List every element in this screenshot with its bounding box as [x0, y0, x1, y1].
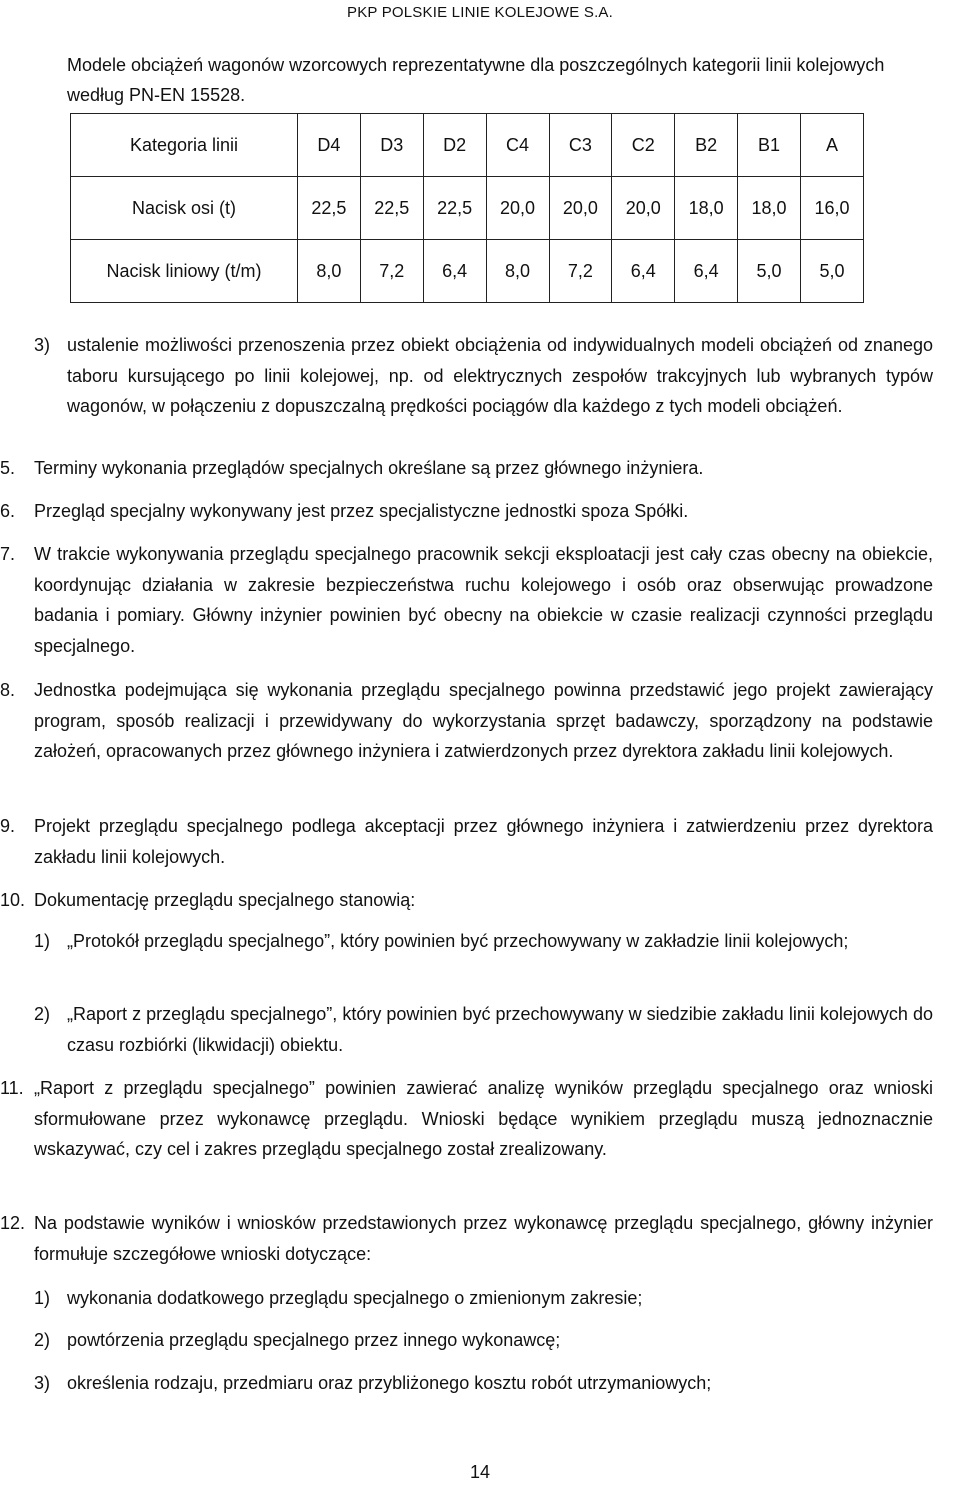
paragraph-5: [0, 453, 933, 484]
table-cell: 22,5: [423, 177, 486, 240]
paragraph-text: Na podstawie wyników i wniosków przedstawionych przez wykonawcę przeglądu specjalnego, główny inżynier formułuje szczegółowe wnioski dotyczące:: [34, 1213, 933, 1264]
paragraph-10-item-2: [34, 999, 933, 1060]
paragraph-text: W trakcie wykonywania przeglądu specjalnego pracownik sekcji eksploatacji jest cały czas obecny na obiekcie, koordynując działania w zakresie bezpieczeństwa ruchu kolejowego i osób oraz obserwując prowadzone badania i pomiary. Główny inżynier powinien być obecny na obiekcie w czasie realizacji czynności przeglądu specjalnego.: [34, 544, 933, 656]
table-cell: D4: [298, 114, 361, 177]
table-cell: 20,0: [612, 177, 675, 240]
item-number: 3): [34, 1373, 51, 1393]
paragraph-number: 5.: [0, 458, 16, 478]
paragraph-10-item-1: [34, 926, 933, 957]
table-cell: B2: [675, 114, 738, 177]
table-cell: C3: [549, 114, 612, 177]
table-row: [71, 177, 864, 240]
table-cell: 6,4: [423, 240, 486, 303]
paragraph-number: 6.: [0, 501, 16, 521]
paragraph-text: „Raport z przeglądu specjalnego” powinien zawierać analizę wyników przeglądu specjalnego oraz wnioski sformułowane przez wykonawcę przeglądu. Wnioski będące wynikiem przeglądu muszą jednoznacznie wskazywać, czy cel i zakres przeglądu specjalnego został zrealizowany.: [34, 1078, 933, 1159]
table-cell: C2: [612, 114, 675, 177]
row-label: Nacisk osi (t): [71, 177, 298, 240]
table-cell: 7,2: [360, 240, 423, 303]
table-cell: 16,0: [801, 177, 864, 240]
page-number: 14: [469, 1462, 491, 1482]
table-cell: 7,2: [549, 240, 612, 303]
intro-paragraph: Modele obciążeń wagonów wzorcowych reprezentatywne dla poszczególnych kategorii linii kolejowych według PN-EN 15528.: [67, 55, 885, 105]
paragraph-12-item-3: [34, 1368, 933, 1399]
item-text: „Protokół przeglądu specjalnego”, który powinien być przechowywany w zakładzie linii kolejowych;: [67, 931, 849, 951]
item-number: 1): [34, 931, 51, 951]
paragraph-12-item-2: [34, 1325, 933, 1356]
item-text: wykonania dodatkowego przeglądu specjalnego o zmienionym zakresie;: [67, 1288, 643, 1308]
paragraph-10: [0, 885, 933, 916]
paragraph-number: 9.: [0, 816, 16, 836]
table-cell: B1: [738, 114, 801, 177]
table-cell: 5,0: [738, 240, 801, 303]
paragraph-8: [0, 675, 933, 767]
paragraph-number: 7.: [0, 544, 16, 564]
table-cell: 6,4: [675, 240, 738, 303]
paragraph-9: [0, 811, 933, 872]
item-number: 3): [34, 335, 51, 355]
paragraph-number: 11.: [0, 1078, 24, 1098]
paragraph-text: Przegląd specjalny wykonywany jest przez specjalistyczne jednostki spoza Spółki.: [34, 501, 689, 521]
paragraph-12: [0, 1208, 933, 1269]
table-cell: 20,0: [549, 177, 612, 240]
paragraph-number: 8.: [0, 680, 16, 700]
table-cell: C4: [486, 114, 549, 177]
item-number: 2): [34, 1330, 51, 1350]
table-cell: 18,0: [738, 177, 801, 240]
table-row: [71, 114, 864, 177]
item-text: określenia rodzaju, przedmiaru oraz przybliżonego kosztu robót utrzymaniowych;: [67, 1373, 712, 1393]
table-cell: D3: [360, 114, 423, 177]
paragraph-12-item-1: [34, 1283, 933, 1314]
item-text: ustalenie możliwości przenoszenia przez obiekt obciążenia od indywidualnych modeli obciążeń od znanego taboru kursującego po linii kolejowej, np. od elektrycznych zespołów trakcyjnych lub wybranych typów wagonów, w połączeniu z dopuszczalną prędkości pociągów dla każdego z tych modeli obciążeń.: [67, 335, 933, 416]
page-header: PKP POLSKIE LINIE KOLEJOWE S.A.: [346, 4, 614, 21]
row-label: Kategoria linii: [71, 114, 298, 177]
table-cell: 22,5: [360, 177, 423, 240]
row-label: Nacisk liniowy (t/m): [71, 240, 298, 303]
table-cell: 18,0: [675, 177, 738, 240]
table-cell: D2: [423, 114, 486, 177]
paragraph-text: Jednostka podejmująca się wykonania przeglądu specjalnego powinna przedstawić jego projekt zawierający program, sposób realizacji i przewidywany do wykorzystania sprzęt badawczy, sporządzony na podstawie założeń, opracowanych przez głównego inżyniera i zatwierdzonych przez dyrektora zakładu linii kolejowych.: [34, 680, 933, 761]
paragraph-number: 12.: [0, 1213, 26, 1233]
table-cell: 5,0: [801, 240, 864, 303]
table-cell: 8,0: [486, 240, 549, 303]
paragraph-text: Dokumentację przeglądu specjalnego stanowią:: [34, 890, 416, 910]
item-text: „Raport z przeglądu specjalnego”, który powinien być przechowywany w siedzibie zakładu linii kolejowych do czasu rozbiórki (likwidacji) obiektu.: [67, 1004, 933, 1055]
item-3: [34, 330, 933, 422]
table-cell: A: [801, 114, 864, 177]
item-text: powtórzenia przeglądu specjalnego przez innego wykonawcę;: [67, 1330, 561, 1350]
table-row: [71, 240, 864, 303]
item-number: 1): [34, 1288, 51, 1308]
paragraph-7: [0, 539, 933, 661]
load-models-table: [70, 113, 864, 303]
paragraph-number: 10.: [0, 890, 26, 910]
table-cell: 22,5: [298, 177, 361, 240]
table-cell: 20,0: [486, 177, 549, 240]
table-cell: 6,4: [612, 240, 675, 303]
table-cell: 8,0: [298, 240, 361, 303]
item-number: 2): [34, 1004, 51, 1024]
paragraph-6: [0, 496, 933, 527]
paragraph-text: Projekt przeglądu specjalnego podlega akceptacji przez głównego inżyniera i zatwierdzeniu przez dyrektora zakładu linii kolejowych.: [34, 816, 933, 867]
paragraph-11: [0, 1073, 933, 1165]
paragraph-text: Terminy wykonania przeglądów specjalnych określane są przez głównego inżyniera.: [34, 458, 704, 478]
